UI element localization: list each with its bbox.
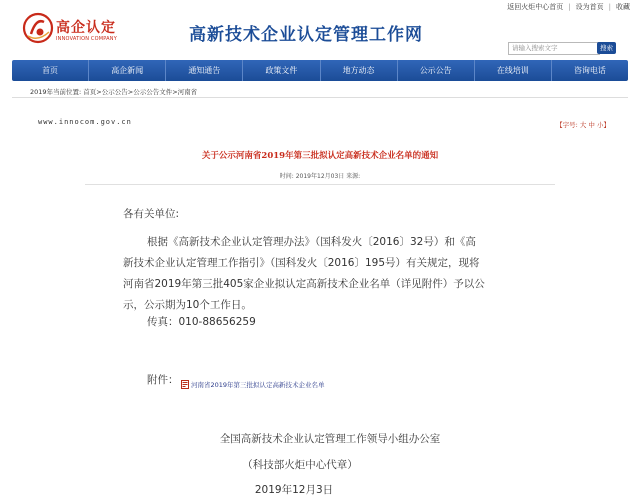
nav-item-local[interactable]: 地方动态 xyxy=(321,60,398,81)
body-line: 新技术企业认定管理工作指引》（国科发火〔2016〕195号）有关规定，现将 xyxy=(123,257,480,269)
body-line: 河南省2019年第三批405家企业拟认定高新技术企业名单（详见附件）予以公 xyxy=(123,278,485,290)
document-icon xyxy=(181,380,189,389)
body-line: 根据《高新技术企业认定管理办法》（国科发火〔2016〕32号）和《高 xyxy=(147,236,476,248)
logo-subtext: INNOVATION COMPANY xyxy=(56,36,117,42)
fax-number: 传真：010-88656259 xyxy=(147,316,256,328)
font-size-control[interactable]: 【字号: 大 中 小】 xyxy=(556,121,610,129)
main-nav xyxy=(12,60,628,81)
search-button[interactable]: 搜索 xyxy=(597,42,616,54)
signature-seal: （科技部火炬中心代章） xyxy=(242,459,358,471)
nav-item-notices[interactable]: 通知通告 xyxy=(166,60,243,81)
nav-item-announcements[interactable]: 公示公告 xyxy=(398,60,475,81)
article-body xyxy=(123,232,543,316)
favorite-link[interactable]: 收藏 xyxy=(616,3,630,11)
nav-item-hotline[interactable]: 咨询电话 xyxy=(573,66,606,75)
salutation: 各有关单位: xyxy=(123,208,180,220)
nav-item-policy[interactable]: 政策文件 xyxy=(243,60,320,81)
meta-divider xyxy=(85,184,555,185)
nav-item-training[interactable]: 在线培训 xyxy=(475,60,552,81)
divider xyxy=(12,97,628,98)
home-link[interactable]: 返回火炬中心首页 xyxy=(507,3,564,11)
search-input[interactable]: 请输入搜索文字 xyxy=(508,42,600,55)
site-logo[interactable] xyxy=(22,12,132,50)
attachment-label: 附件： xyxy=(147,374,179,386)
nav-item-news[interactable]: 高企新闻 xyxy=(89,60,166,81)
nav-item-home[interactable]: 首页 xyxy=(12,60,89,81)
site-title: 高新技术企业认定管理工作网 xyxy=(189,25,423,45)
article-title: 关于公示河南省2019年第三批拟认定高新技术企业名单的通知 xyxy=(201,151,439,161)
logo-emblem-icon xyxy=(22,12,54,44)
article-meta: 时间: 2019年12月03日 来源: xyxy=(279,173,361,180)
top-links: 返回火炬中心首页 | 设为首页 | 收藏 xyxy=(507,3,630,11)
site-url: www.innocom.gov.cn xyxy=(38,118,132,126)
attachment-link-text[interactable]: 河南省2019年第三批拟认定高新技术企业名单 xyxy=(191,381,325,389)
signature-date: 2019年12月3日 xyxy=(254,484,334,496)
set-homepage-link[interactable]: 设为首页 xyxy=(575,3,604,11)
breadcrumb[interactable]: 2019年当前位置: 首页>公示公告>公示公告文件>河南省 xyxy=(30,88,198,96)
logo-text: 高企认定 xyxy=(56,20,116,36)
article-panel xyxy=(30,113,620,500)
signature-org: 全国高新技术企业认定管理工作领导小组办公室 xyxy=(219,433,441,445)
body-line: 示，公示期为10个工作日。 xyxy=(123,299,252,311)
attachment-link[interactable] xyxy=(181,380,325,389)
